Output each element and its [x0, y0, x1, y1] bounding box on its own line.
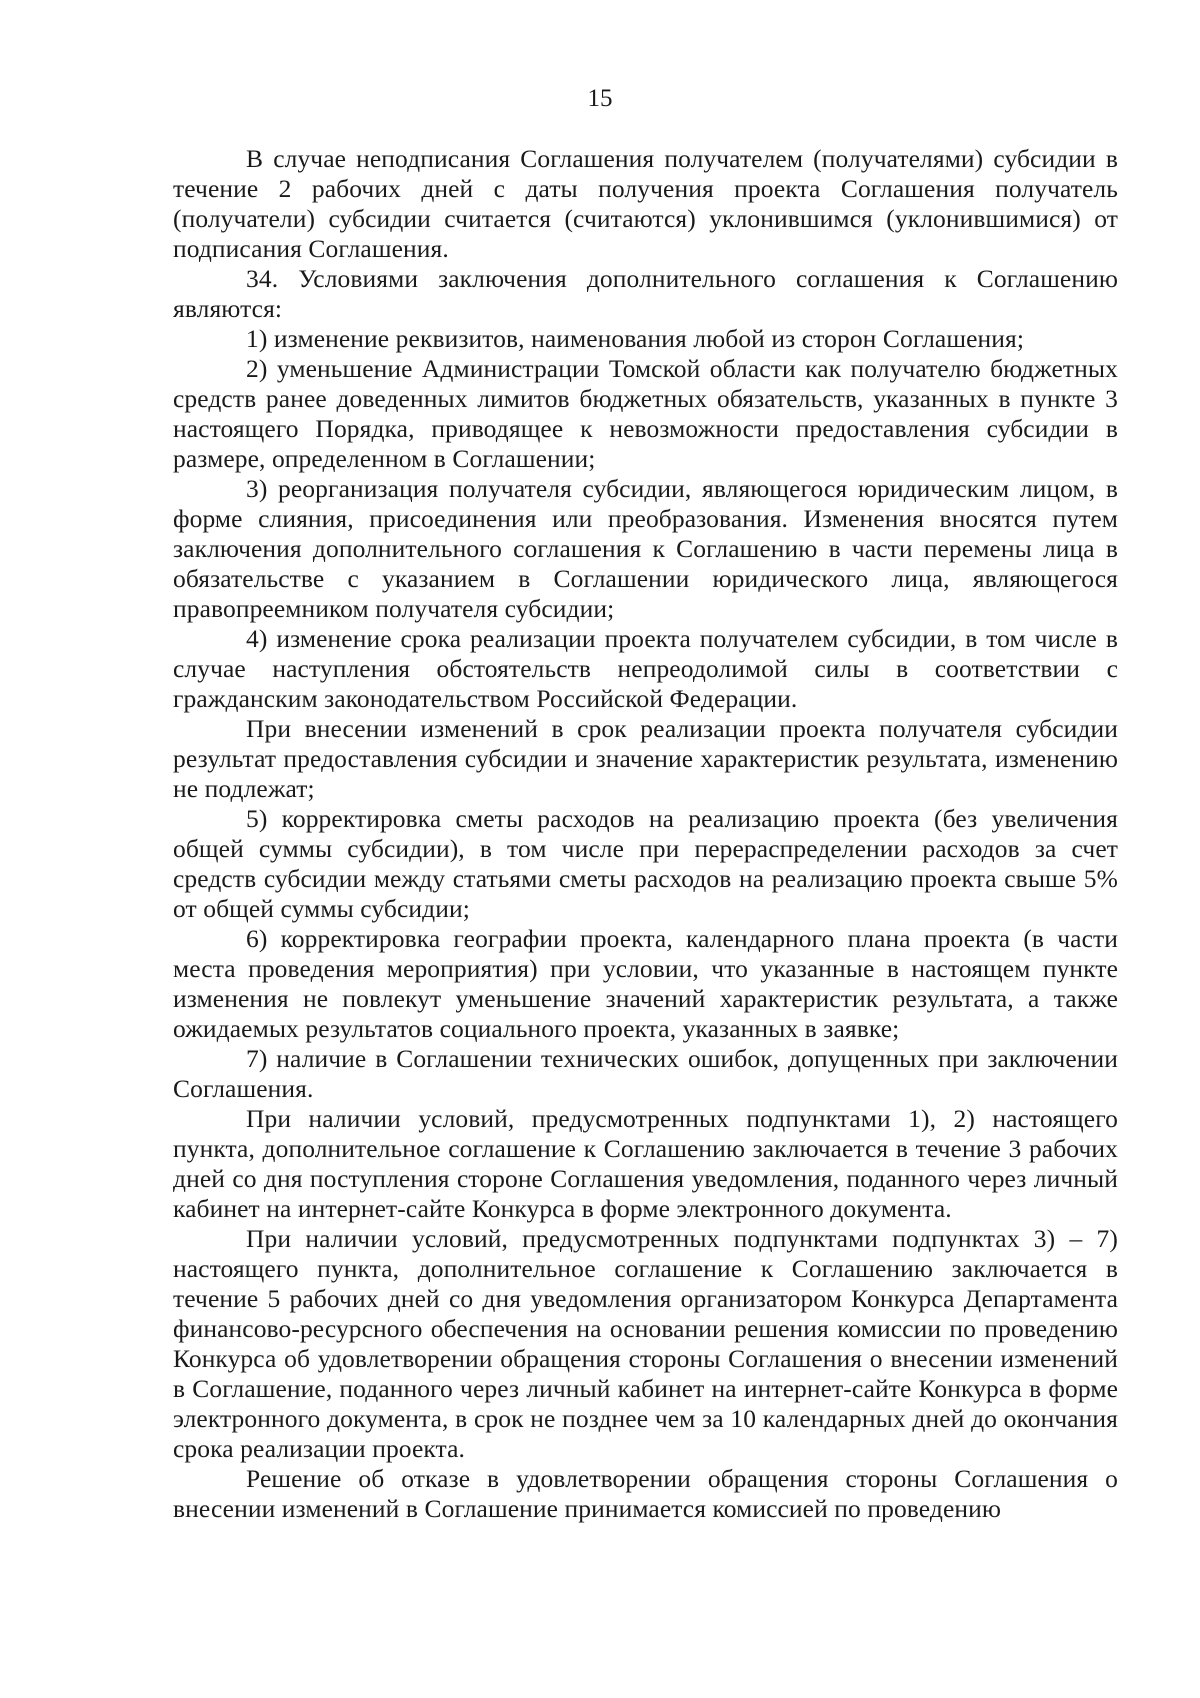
page-number: 15 [587, 85, 613, 112]
paragraph: При наличии условий, предусмотренных подпунктами 1), 2) настоящего пункта, дополнительное соглашение к Соглашению заключается в течение 3 рабочих дней со дня поступления стороне Соглашения уведомления, поданного через личный кабинет на интернет-сайте Конкурса в форме электронного документа. [173, 1104, 1118, 1223]
paragraph: При наличии условий, предусмотренных подпунктами подпунктах 3) – 7) настоящего пункта, дополнительное соглашение к Соглашению заключается в течение 5 рабочих дней со дня уведомления организатором Конкурса Департамента финансово-ресурсного обеспечения на основании решения комиссии по проведению Конкурса об удовлетворении обращения стороны Соглашения о внесении изменений в Соглашение, поданного через личный кабинет на интернет-сайте Конкурса в форме электронного документа, в срок не позднее чем за 10 календарных дней до окончания срока реализации проекта. [173, 1224, 1118, 1463]
paragraph: При внесении изменений в срок реализации проекта получателя субсидии результат предоставления субсидии и значение характеристик результата, изменению не подлежат; [173, 714, 1118, 803]
body-text [173, 144, 1118, 1524]
list-item: 6) корректировка географии проекта, календарного плана проекта (в части места проведения мероприятия) при условии, что указанные в настоящем пункте изменения не повлекут уменьшение значений характеристик результата, а также ожидаемых результатов социального проекта, указанных в заявке; [173, 924, 1118, 1043]
paragraph: 34. Условиями заключения дополнительного соглашения к Соглашению являются: [173, 264, 1118, 323]
paragraph: В случае неподписания Соглашения получателем (получателями) субсидии в течение 2 рабочих дней с даты получения проекта Соглашения получатель (получатели) субсидии считается (считаются) уклонившимся (уклонившимися) от подписания Соглашения. [173, 144, 1118, 263]
list-item: 5) корректировка сметы расходов на реализацию проекта (без увеличения общей суммы субсидии), в том числе при перераспределении расходов за счет средств субсидии между статьями сметы расходов на реализацию проекта свыше 5% от общей суммы субсидии; [173, 804, 1118, 923]
list-item: 3) реорганизация получателя субсидии, являющегося юридическим лицом, в форме слияния, присоединения или преобразования. Изменения вносятся путем заключения дополнительного соглашения к Соглашению в части перемены лица в обязательстве с указанием в Соглашении юридического лица, являющегося правопреемником получателя субсидии; [173, 474, 1118, 623]
list-item: 2) уменьшение Администрации Томской области как получателю бюджетных средств ранее доведенных лимитов бюджетных обязательств, указанных в пункте 3 настоящего Порядка, приводящее к невозможности предоставления субсидии в размере, определенном в Соглашении; [173, 354, 1118, 473]
list-item: 1) изменение реквизитов, наименования любой из сторон Соглашения; [246, 324, 1025, 353]
list-item: 7) наличие в Соглашении технических ошибок, допущенных при заключении Соглашения. [173, 1044, 1118, 1103]
list-item: 4) изменение срока реализации проекта получателем субсидии, в том числе в случае наступления обстоятельств непреодолимой силы в соответствии с гражданским законодательством Российской Федерации. [173, 624, 1118, 713]
paragraph: Решение об отказе в удовлетворении обращения стороны Соглашения о внесении изменений в Соглашение принимается комиссией по проведению [173, 1464, 1118, 1523]
